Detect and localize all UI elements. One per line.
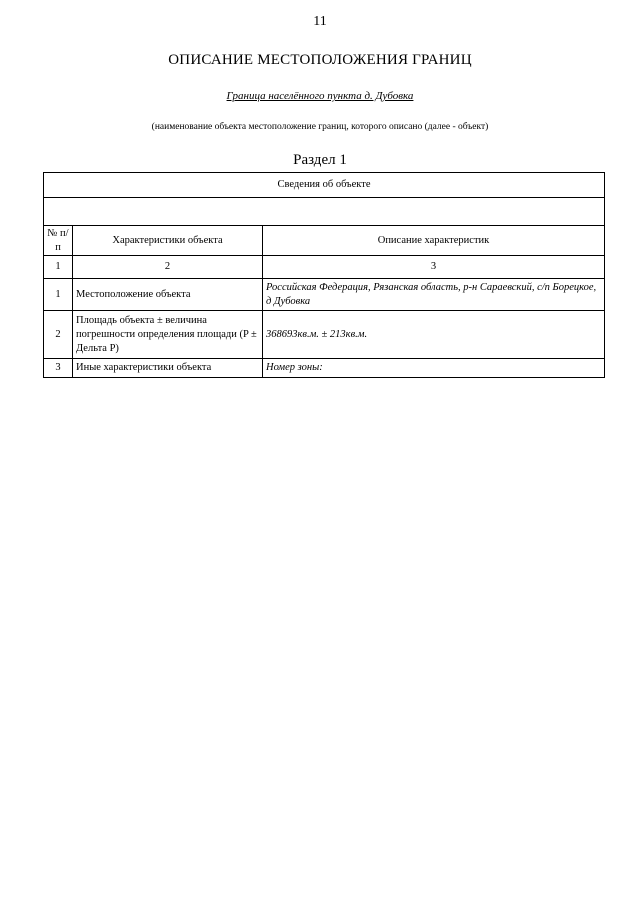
- column-number: 1: [44, 256, 73, 279]
- column-header-row: [44, 226, 605, 256]
- table-header-row: [44, 173, 605, 198]
- table-empty-row: [44, 198, 605, 226]
- row-number: 3: [44, 359, 73, 378]
- empty-cell: [44, 198, 605, 226]
- row-number: 1: [44, 279, 73, 311]
- section-title: Раздел 1: [293, 152, 347, 168]
- document-title: ОПИСАНИЕ МЕСТОПОЛОЖЕНИЯ ГРАНИЦ: [168, 52, 472, 68]
- column-number: 3: [263, 256, 605, 279]
- row-description: Номер зоны:: [263, 359, 605, 378]
- table-row: [44, 311, 605, 359]
- object-name: [0, 90, 640, 102]
- object-caption: (наименование объекта местоположение границ, которого описано (далее - объект): [151, 122, 489, 132]
- column-header-description: Описание характеристик: [263, 226, 605, 256]
- row-characteristic: Иные характеристики объекта: [73, 359, 263, 378]
- column-header-num: № п/п: [44, 226, 73, 256]
- row-description: Российская Федерация, Рязанская область, р-н Сараевский, с/п Борецкое, д Дубовка: [263, 279, 605, 311]
- column-header-characteristic: Характеристики объекта: [73, 226, 263, 256]
- column-number-row: [44, 256, 605, 279]
- page-number: 11: [313, 14, 327, 29]
- object-info-table: [43, 172, 605, 378]
- column-number: 2: [73, 256, 263, 279]
- table-row: [44, 279, 605, 311]
- row-description: 368693кв.м. ± 213кв.м.: [263, 311, 605, 359]
- row-characteristic: Местоположение объекта: [73, 279, 263, 311]
- row-number: 2: [44, 311, 73, 359]
- table-header: Сведения об объекте: [44, 173, 605, 198]
- object-name-text: Граница населённого пункта д. Дубовка: [226, 90, 414, 102]
- table-row: [44, 359, 605, 378]
- row-characteristic: Площадь объекта ± величина погрешности определения площади (P ± Дельта P): [73, 311, 263, 359]
